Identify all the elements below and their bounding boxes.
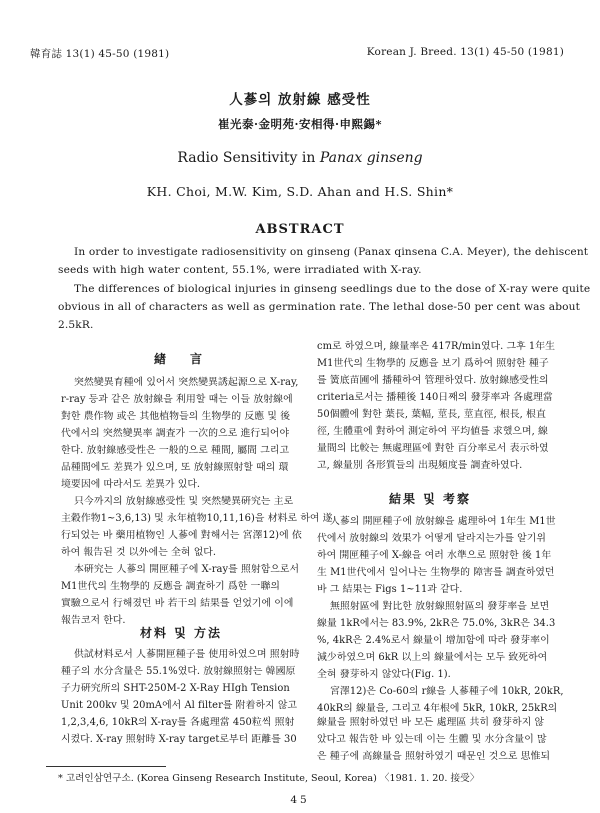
intro-line: 本硏究는 人蔘의 開匣種子에 X-ray를 照射함으로서 bbox=[74, 564, 300, 575]
results-line: 宮澤12)은 Co-60의 r線을 人蔘種子에 10kR, 20kR, bbox=[330, 686, 564, 697]
abstract-line: obvious in all of characters as well as germination rate. The lethal dose-50 per cent was about bbox=[58, 301, 581, 313]
intro-line: 하여 報告된 것 以外에는 全혀 없다. bbox=[61, 547, 217, 558]
intro-line: 主穀作物1~3,6,13) 및 永年植物10,11,16)을 材料로 하여 遂 bbox=[61, 513, 333, 524]
intro-line: 突然變異育種에 있어서 突然變異誘起源으로 X-ray, bbox=[74, 377, 299, 388]
results-line: 하여 開匣種子에 X-線을 여러 水準으로 照射한 後 1年 bbox=[317, 550, 552, 561]
english-title bbox=[0, 150, 600, 166]
intro-line: 境要因에 따라서도 差異가 있다. bbox=[61, 479, 201, 490]
results-heading: 結果 및 考察 bbox=[389, 492, 471, 506]
footnote: * 고려인삼연구소. (Korea Ginseng Research Institute, Seoul, Korea) 〈1981. 1. 20. 接受〉 bbox=[58, 773, 480, 784]
results-line: 線量 1kR에서는 83.9%, 2kR은 75.0%, 3kR은 34.3 bbox=[317, 618, 556, 629]
methods-line: 供試材料로서 人蔘開匣種子를 使用하였으며 照射時 bbox=[74, 649, 300, 660]
methods-line: Unit 200kv 및 20mA에서 Al filter를 附着하지 않고 bbox=[61, 700, 298, 711]
intro-line: 品種間에도 差異가 있으며, 또 放射線照射할 때의 環 bbox=[61, 462, 289, 473]
abstract-heading: ABSTRACT bbox=[255, 222, 345, 237]
korean-title: 人蔘의 放射線 感受性 bbox=[229, 92, 371, 108]
methods-line: 1,2,3,4,6, 10kR의 X-ray를 各處理當 450粒씩 照射 bbox=[61, 717, 295, 728]
methods-cont-line: 를 簧底苗圃에 播種하여 管理하였다. 放射線感受性의 bbox=[317, 375, 549, 386]
methods-cont-line: 徑, 生體重에 對하여 測定하여 平均値를 求했으며, 線 bbox=[317, 426, 548, 437]
abstract-line: In order to investigate radiosensitivity on ginseng (Panax qinsena C.A. Meyer), the dehiscent bbox=[74, 246, 589, 258]
journal-header-left: 韓育誌 13(1) 45-50 (1981) bbox=[30, 48, 170, 60]
abstract-line: seeds with high water content, 55.1%, were irradiated with X-ray. bbox=[58, 264, 422, 276]
results-line: 代에서 放射線의 效果가 어떻게 달라지는가를 알기위 bbox=[317, 533, 546, 544]
methods-cont-line: criteria로서는 播種後 140日째의 發芽率과 各處理當 bbox=[317, 392, 553, 403]
methods-heading: 材料 및 方法 bbox=[140, 626, 222, 640]
intro-heading: 緖 言 bbox=[153, 352, 208, 366]
results-line: 無照射區에 對比한 放射線照射區의 發芽率을 보면 bbox=[330, 601, 550, 612]
methods-cont-line: 고, 線量別 各形質들의 出現頻度를 調査하였다. bbox=[317, 460, 523, 471]
intro-line: 行되었는 바 藥用植物인 人蔘에 對해서는 宮澤12)에 依 bbox=[61, 530, 302, 541]
english-title-prefix: Radio Sensitivity in bbox=[177, 150, 320, 166]
methods-line: 子力硏究所의 SHT-250M-2 X-Ray HIgh Tension bbox=[61, 683, 290, 694]
results-line: 人蔘의 開匣種子에 放射線을 處理하여 1年生 M1世 bbox=[330, 516, 556, 527]
intro-line: 只今까지의 放射線感受性 및 突然變異硏究는 主로 bbox=[74, 496, 294, 507]
results-line: 減少하였으며 6kR 以上의 線量에서는 모두 致死하여 bbox=[317, 652, 548, 663]
results-line: 40kR의 線量을, 그리고 4年根에 5kR, 10kR, 25kR의 bbox=[317, 703, 558, 714]
journal-header-right: Korean J. Breed. 13(1) 45-50 (1981) bbox=[366, 46, 564, 58]
page-number: 45 bbox=[290, 794, 310, 806]
methods-cont-line: 50個體에 對한 葉長, 葉幅, 莖長, 莖直徑, 根長, 根直 bbox=[317, 409, 546, 420]
methods-cont-line: cm로 하였으며, 線量率은 417R/min였다. 그후 1年生 bbox=[317, 341, 556, 352]
abstract-line: The differences of biological injuries in ginseng seedlings due to the dose of X-ray were quite bbox=[74, 283, 591, 295]
results-line: 바 그 結果는 Figs 1~11과 같다. bbox=[317, 584, 463, 595]
intro-line: M1世代의 生物學的 反應을 調査하기 爲한 一聯의 bbox=[61, 581, 281, 592]
intro-line: 實驗으로서 行해졌던 바 若干의 結果를 얻었기에 이에 bbox=[61, 598, 294, 609]
results-line: 았다고 報告한 바 있는데 이는 生體 및 水分含量이 많 bbox=[317, 734, 547, 745]
results-line: 全혀 發芽하지 않았다(Fig. 1). bbox=[317, 669, 451, 680]
intro-line: r-ray 등과 같은 放射線을 利用할 때는 이들 放射線에 bbox=[61, 394, 293, 405]
abstract-line: 2.5kR. bbox=[58, 319, 94, 331]
intro-line: 代에서의 突然變異率 調査가 一次的으로 進行되어야 bbox=[61, 428, 290, 439]
results-line: 은 種子에 高線量을 照射하였기 때문인 것으로 思惟되 bbox=[317, 751, 551, 762]
intro-line: 한다. 放射線感受性은 一般的으로 種間, 屬間 그리고 bbox=[61, 445, 290, 456]
results-line: 線量을 照射하였던 바 모든 處理區 共히 發芽하지 않 bbox=[317, 717, 545, 728]
methods-line: 種子의 水分含量은 55.1%였다. 放射線照射는 韓國原 bbox=[61, 666, 296, 677]
results-line: %, 4kR은 2.4%로서 線量이 增加함에 따라 發芽率이 bbox=[317, 635, 550, 646]
methods-cont-line: 量間의 比較는 無處理區에 對한 百分率로서 表示하였 bbox=[317, 443, 549, 454]
korean-authors: 崔光泰·金明苑·安相得·申熙錫* bbox=[217, 117, 383, 131]
footnote-rule bbox=[46, 766, 166, 767]
results-line: 生 M1世代에서 일어나는 生物學的 障害를 調査하였던 bbox=[317, 567, 555, 578]
intro-line: 報告코저 한다. bbox=[61, 615, 126, 626]
intro-line: 對한 農作物 或은 其他植物들의 生物學的 反應 및 後 bbox=[61, 411, 291, 422]
english-title-species: Panax ginseng bbox=[319, 150, 423, 166]
methods-cont-line: M1世代의 生物學的 反應을 보기 爲하여 照射한 種子 bbox=[317, 358, 549, 369]
english-authors: KH. Choi, M.W. Kim, S.D. Ahan and H.S. Shin* bbox=[146, 184, 454, 199]
methods-line: 시켰다. X-ray 照射時 X-ray target로부터 距離를 30 bbox=[61, 734, 297, 745]
